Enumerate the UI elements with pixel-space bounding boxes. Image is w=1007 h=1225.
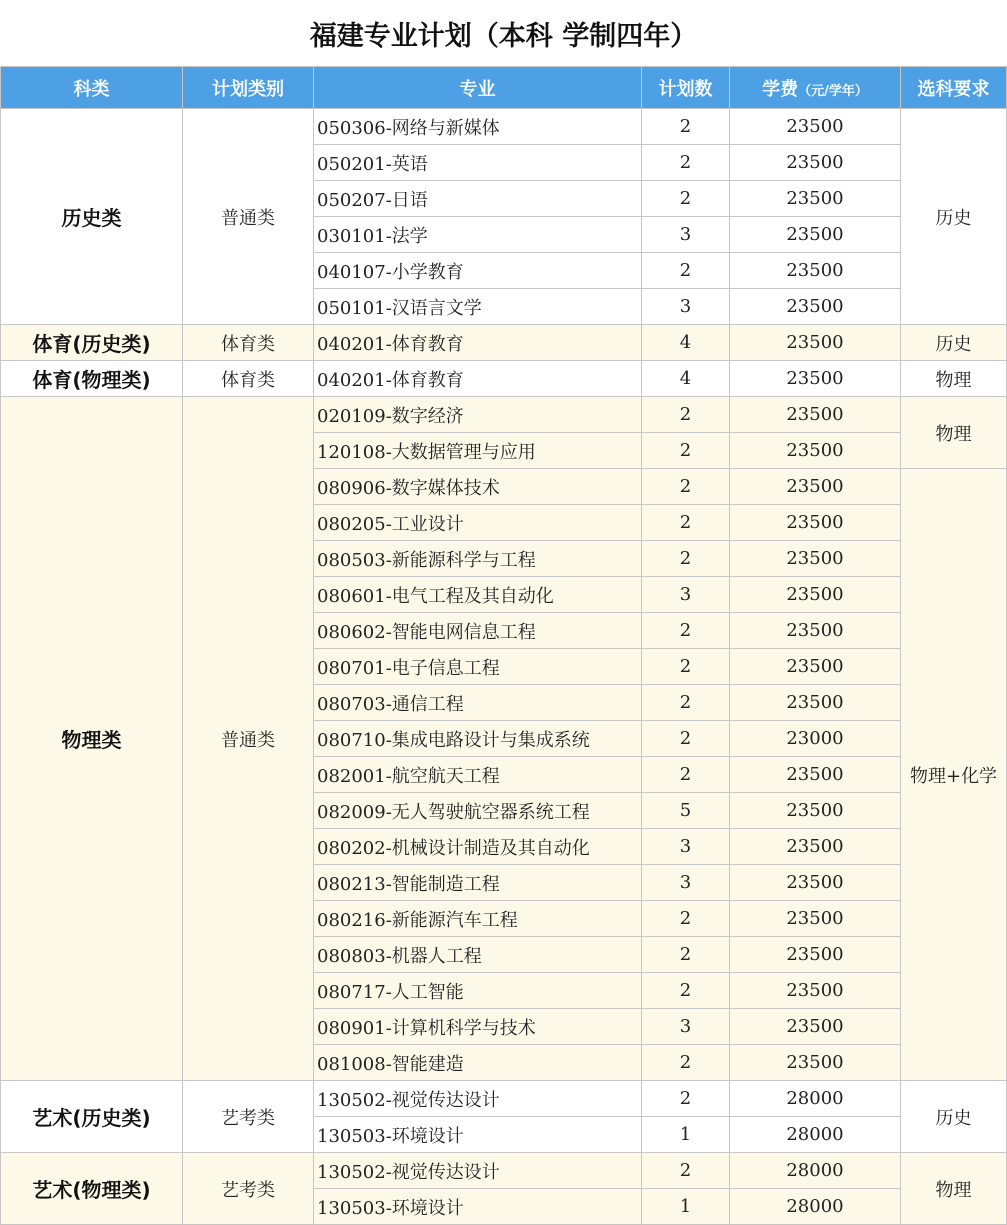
table-header-row	[1, 67, 1007, 109]
plan-count-cell: 3	[642, 1009, 730, 1045]
tuition-cell: 23500	[730, 541, 901, 577]
subject-requirement-cell: 物理+化学	[901, 469, 1007, 1081]
plan-count-cell: 2	[642, 1081, 730, 1117]
major-cell: 120108-大数据管理与应用	[314, 433, 642, 469]
plan-count-cell: 2	[642, 541, 730, 577]
major-cell: 082001-航空航天工程	[314, 757, 642, 793]
tuition-cell: 23500	[730, 829, 901, 865]
tuition-cell: 23500	[730, 325, 901, 361]
plan-type-cell: 艺考类	[183, 1081, 314, 1153]
major-cell: 040201-体育教育	[314, 325, 642, 361]
subject-requirement-cell: 历史	[901, 325, 1007, 361]
plan-count-cell: 2	[642, 145, 730, 181]
plan-count-cell: 2	[642, 469, 730, 505]
tuition-cell: 23500	[730, 901, 901, 937]
tuition-cell: 23000	[730, 721, 901, 757]
table-row	[1, 325, 1007, 361]
subject-requirement-cell: 物理	[901, 1153, 1007, 1225]
plan-count-cell: 2	[642, 757, 730, 793]
header-category: 科类	[1, 67, 183, 109]
major-cell: 082009-无人驾驶航空器系统工程	[314, 793, 642, 829]
plan-count-cell: 3	[642, 217, 730, 253]
plan-count-cell: 3	[642, 577, 730, 613]
table-body	[1, 109, 1007, 1225]
header-plan-type: 计划类别	[183, 67, 314, 109]
major-cell: 020109-数字经济	[314, 397, 642, 433]
major-cell: 130503-环境设计	[314, 1189, 642, 1225]
major-cell: 080803-机器人工程	[314, 937, 642, 973]
major-cell: 050207-日语	[314, 181, 642, 217]
plan-type-cell: 体育类	[183, 325, 314, 361]
tuition-cell: 23500	[730, 469, 901, 505]
plan-count-cell: 2	[642, 1045, 730, 1081]
tuition-cell: 23500	[730, 793, 901, 829]
major-cell: 050306-网络与新媒体	[314, 109, 642, 145]
plan-count-cell: 2	[642, 721, 730, 757]
table-row	[1, 397, 1007, 433]
plan-count-cell: 3	[642, 865, 730, 901]
plan-type-cell: 艺考类	[183, 1153, 314, 1225]
tuition-cell: 23500	[730, 649, 901, 685]
tuition-cell: 23500	[730, 973, 901, 1009]
tuition-cell: 23500	[730, 361, 901, 397]
plan-count-cell: 4	[642, 325, 730, 361]
tuition-cell: 28000	[730, 1081, 901, 1117]
plan-table	[0, 66, 1007, 1225]
plan-count-cell: 3	[642, 829, 730, 865]
plan-type-cell: 普通类	[183, 397, 314, 1081]
plan-type-cell: 体育类	[183, 361, 314, 397]
major-cell: 080710-集成电路设计与集成系统	[314, 721, 642, 757]
plan-count-cell: 2	[642, 253, 730, 289]
tuition-cell: 23500	[730, 577, 901, 613]
plan-count-cell: 2	[642, 181, 730, 217]
plan-count-cell: 2	[642, 649, 730, 685]
plan-count-cell: 5	[642, 793, 730, 829]
plan-count-cell: 2	[642, 901, 730, 937]
tuition-cell: 23500	[730, 145, 901, 181]
plan-count-cell: 2	[642, 973, 730, 1009]
tuition-cell: 23500	[730, 1009, 901, 1045]
tuition-cell: 23500	[730, 289, 901, 325]
major-cell: 080601-电气工程及其自动化	[314, 577, 642, 613]
major-cell: 130502-视觉传达设计	[314, 1153, 642, 1189]
table-row	[1, 361, 1007, 397]
plan-count-cell: 1	[642, 1117, 730, 1153]
major-cell: 030101-法学	[314, 217, 642, 253]
header-fee-unit: （元/学年）	[798, 83, 868, 99]
tuition-cell: 23500	[730, 217, 901, 253]
header-fee	[730, 67, 901, 109]
category-cell: 历史类	[1, 109, 183, 325]
tuition-cell: 23500	[730, 505, 901, 541]
major-cell: 080602-智能电网信息工程	[314, 613, 642, 649]
tuition-cell: 23500	[730, 865, 901, 901]
major-cell: 080213-智能制造工程	[314, 865, 642, 901]
major-cell: 130502-视觉传达设计	[314, 1081, 642, 1117]
plan-count-cell: 2	[642, 937, 730, 973]
plan-count-cell: 2	[642, 1153, 730, 1189]
plan-count-cell: 1	[642, 1189, 730, 1225]
major-cell: 050201-英语	[314, 145, 642, 181]
major-cell: 080202-机械设计制造及其自动化	[314, 829, 642, 865]
major-cell: 130503-环境设计	[314, 1117, 642, 1153]
plan-count-cell: 2	[642, 397, 730, 433]
page-title: 福建专业计划（本科 学制四年）	[309, 20, 698, 52]
plan-count-cell: 2	[642, 505, 730, 541]
category-cell: 体育(物理类)	[1, 361, 183, 397]
subject-requirement-cell: 历史	[901, 1081, 1007, 1153]
tuition-cell: 23500	[730, 937, 901, 973]
header-count: 计划数	[642, 67, 730, 109]
major-cell: 080701-电子信息工程	[314, 649, 642, 685]
plan-count-cell: 2	[642, 613, 730, 649]
subject-requirement-cell: 物理	[901, 397, 1007, 469]
major-cell: 080901-计算机科学与技术	[314, 1009, 642, 1045]
tuition-cell: 23500	[730, 685, 901, 721]
tuition-cell: 23500	[730, 1045, 901, 1081]
plan-type-cell: 普通类	[183, 109, 314, 325]
category-cell: 艺术(历史类)	[1, 1081, 183, 1153]
category-cell: 物理类	[1, 397, 183, 1081]
subject-requirement-cell: 历史	[901, 109, 1007, 325]
category-cell: 体育(历史类)	[1, 325, 183, 361]
table-row	[1, 1081, 1007, 1117]
major-cell: 081008-智能建造	[314, 1045, 642, 1081]
major-cell: 080703-通信工程	[314, 685, 642, 721]
tuition-cell: 23500	[730, 253, 901, 289]
major-cell: 040201-体育教育	[314, 361, 642, 397]
major-cell: 080717-人工智能	[314, 973, 642, 1009]
tuition-cell: 23500	[730, 433, 901, 469]
tuition-cell: 23500	[730, 109, 901, 145]
plan-count-cell: 2	[642, 685, 730, 721]
major-cell: 050101-汉语言文学	[314, 289, 642, 325]
tuition-cell: 23500	[730, 181, 901, 217]
major-cell: 080216-新能源汽车工程	[314, 901, 642, 937]
tuition-cell: 23500	[730, 613, 901, 649]
header-subject: 选科要求	[901, 67, 1007, 109]
subject-requirement-cell: 物理	[901, 361, 1007, 397]
header-fee-label: 学费	[762, 78, 799, 100]
plan-count-cell: 3	[642, 289, 730, 325]
major-cell: 040107-小学教育	[314, 253, 642, 289]
plan-count-cell: 2	[642, 109, 730, 145]
plan-count-cell: 2	[642, 433, 730, 469]
table-row	[1, 109, 1007, 145]
major-cell: 080205-工业设计	[314, 505, 642, 541]
category-cell: 艺术(物理类)	[1, 1153, 183, 1225]
tuition-cell: 28000	[730, 1189, 901, 1225]
header-major: 专业	[314, 67, 642, 109]
tuition-cell: 28000	[730, 1117, 901, 1153]
tuition-cell: 28000	[730, 1153, 901, 1189]
table-row	[1, 1153, 1007, 1189]
tuition-cell: 23500	[730, 757, 901, 793]
major-cell: 080503-新能源科学与工程	[314, 541, 642, 577]
major-cell: 080906-数字媒体技术	[314, 469, 642, 505]
tuition-cell: 23500	[730, 397, 901, 433]
plan-count-cell: 4	[642, 361, 730, 397]
